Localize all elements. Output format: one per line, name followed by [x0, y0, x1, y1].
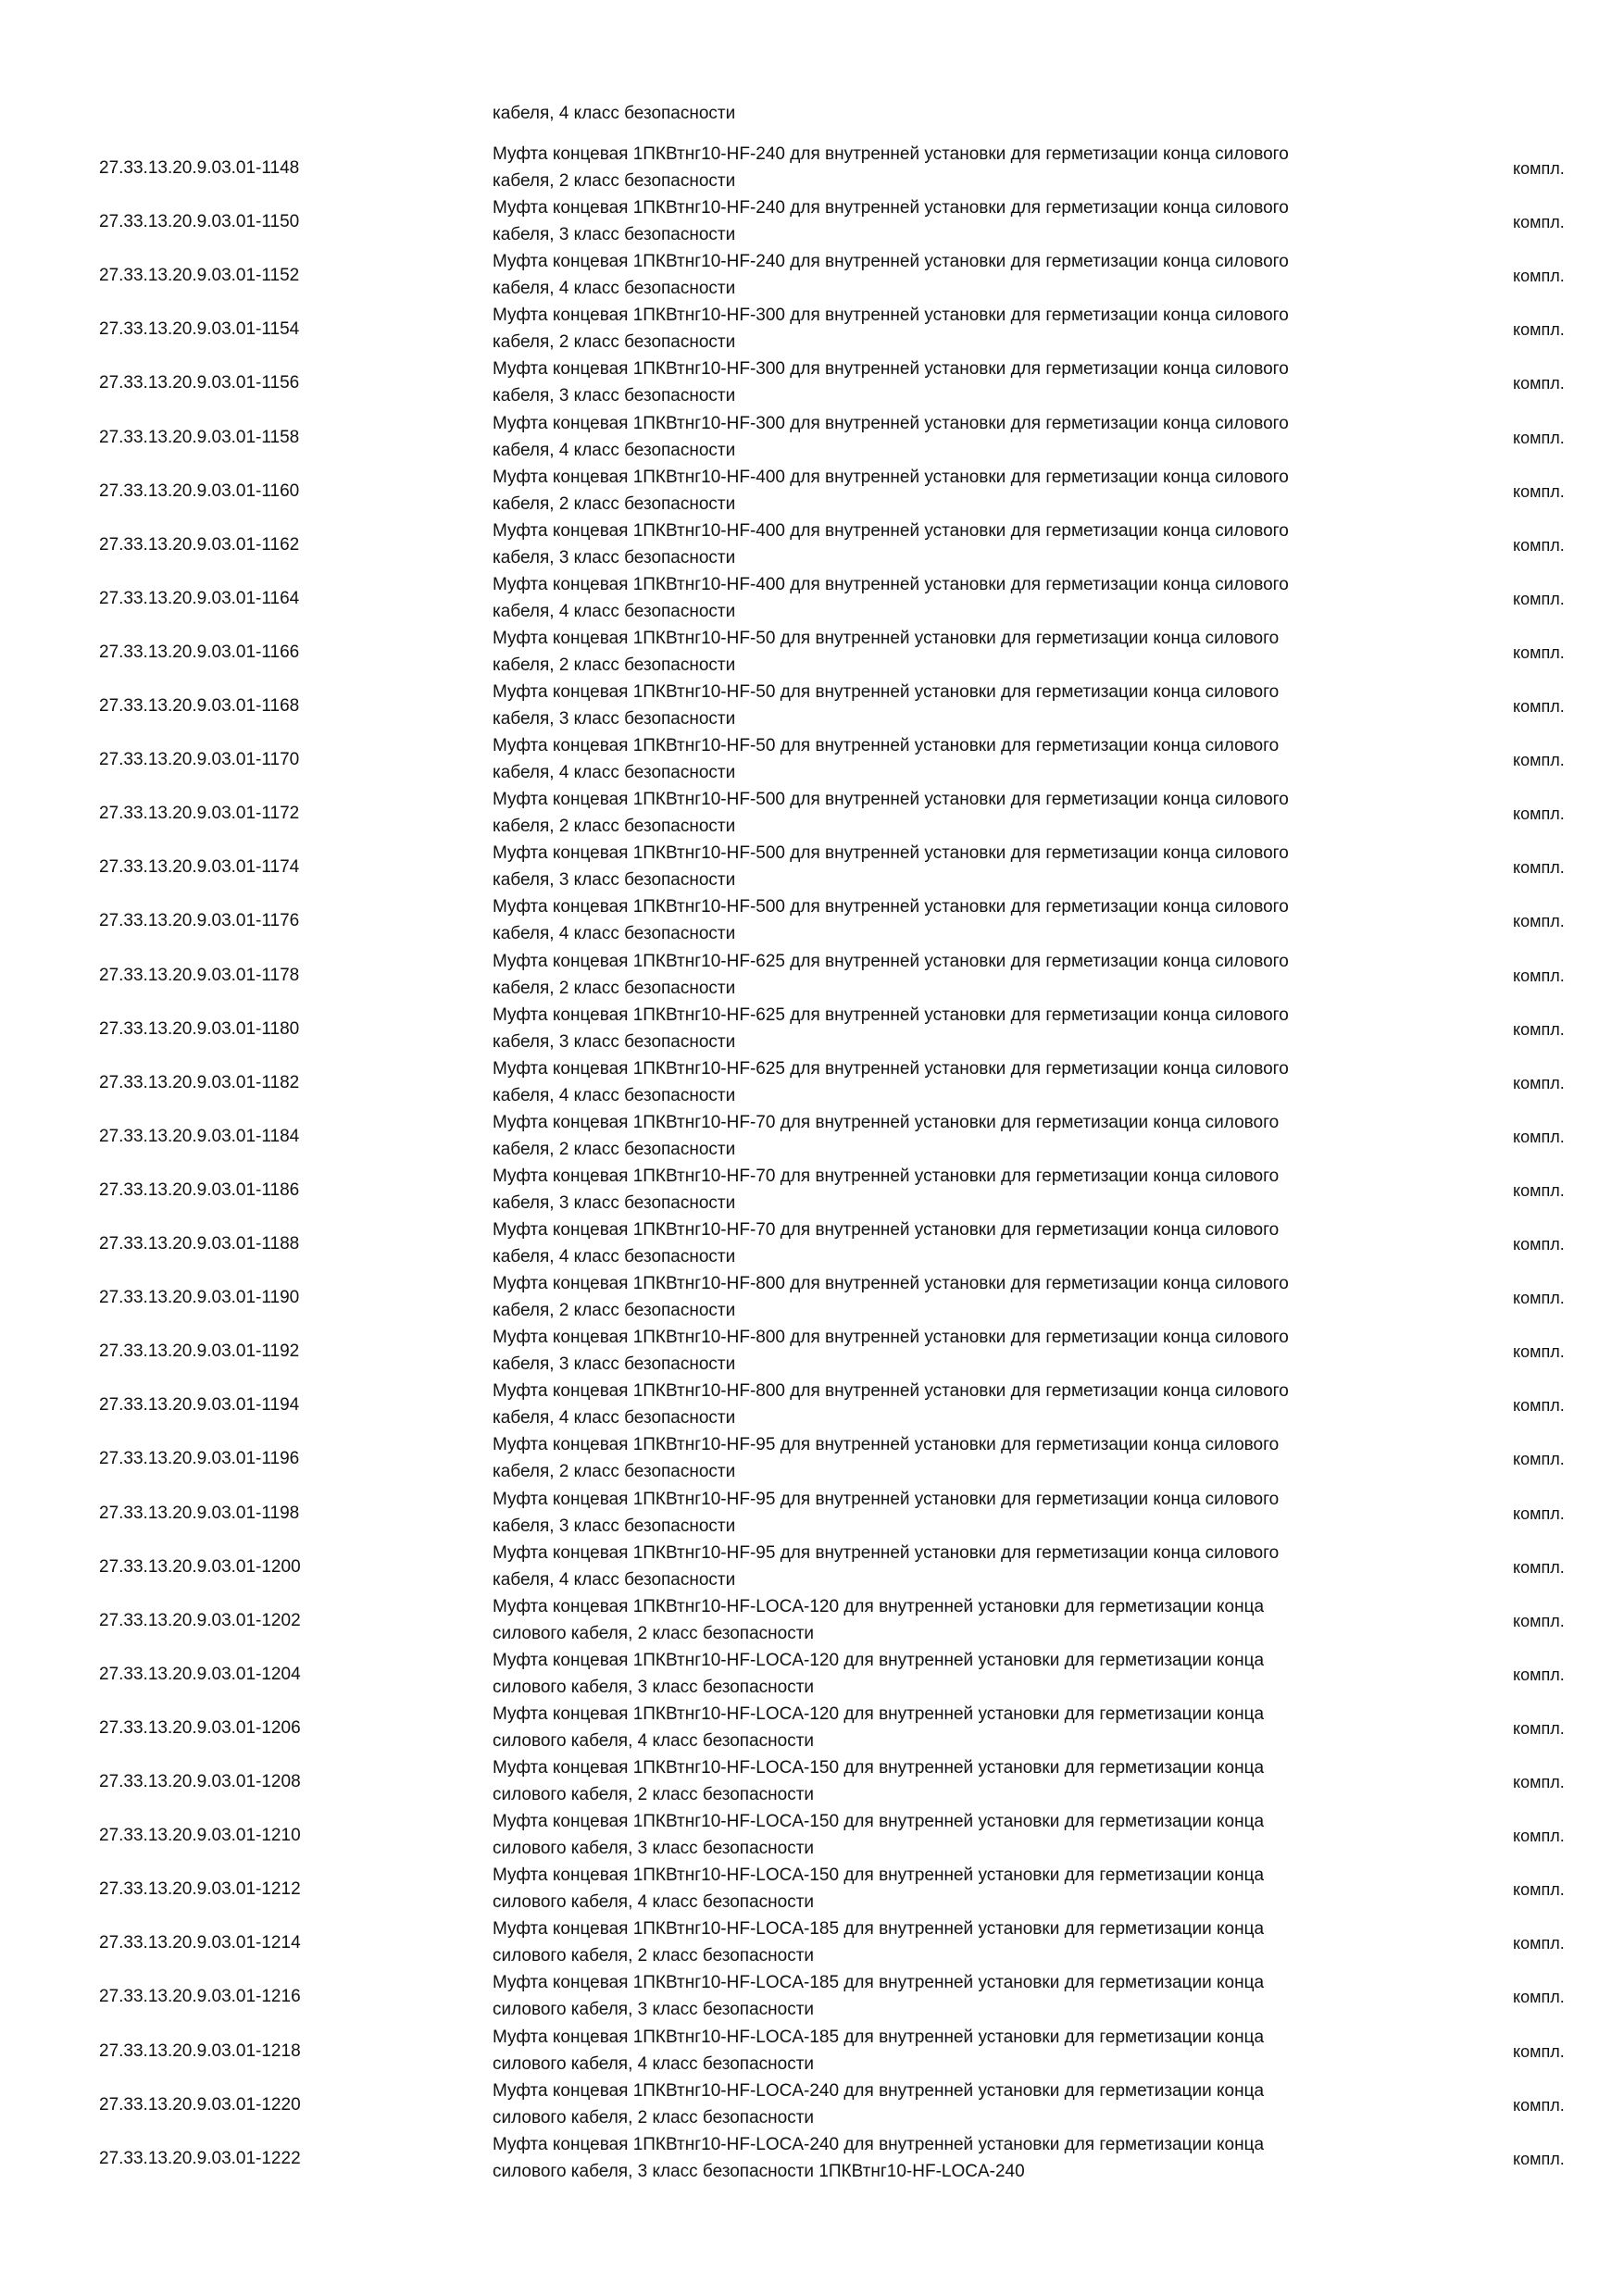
- item-code: 27.33.13.20.9.03.01-1172: [99, 804, 300, 824]
- item-description-line1: Муфта концевая 1ПКВтнг10-HF-LOCA-120 для внутренней установки для герметизации конца: [493, 1596, 1265, 1616]
- table-row: [0, 1324, 1624, 1378]
- item-description-line1: Муфта концевая 1ПКВтнг10-HF-LOCA-185 для внутренней установки для герметизации конца: [493, 2027, 1265, 2047]
- item-code: 27.33.13.20.9.03.01-1194: [99, 1395, 300, 1416]
- item-code: 27.33.13.20.9.03.01-1216: [99, 1987, 301, 2007]
- item-description-line2: кабеля, 4 класс безопасности: [493, 279, 736, 299]
- table-row: [0, 1270, 1624, 1324]
- item-description-line2: кабеля, 4 класс безопасности: [493, 1085, 736, 1105]
- item-description-line1: Муфта концевая 1ПКВтнг10-HF-LOCA-150 для внутренней установки для герметизации конца: [493, 1812, 1265, 1832]
- item-code: 27.33.13.20.9.03.01-1188: [99, 1234, 300, 1254]
- item-code: 27.33.13.20.9.03.01-1182: [99, 1072, 300, 1092]
- table-row: [0, 893, 1624, 947]
- item-description: [493, 410, 1418, 464]
- item-description: [493, 732, 1418, 786]
- table-row: [0, 786, 1624, 840]
- item-description-line2: кабеля, 2 класс безопасности: [493, 817, 736, 837]
- item-description-line2: кабеля, 2 класс безопасности: [493, 1301, 736, 1321]
- table-row: [0, 2024, 1624, 2078]
- item-description: [493, 1647, 1418, 1701]
- table-row: [0, 1754, 1624, 1808]
- item-unit: компл.: [1513, 1235, 1565, 1254]
- table-row: [0, 464, 1624, 518]
- item-unit: компл.: [1513, 966, 1565, 985]
- item-description-line1: Муфта концевая 1ПКВтнг10-HF-300 для внутренней установки для герметизации конца силового: [493, 359, 1289, 380]
- item-description-line1: Муфта концевая 1ПКВтнг10-HF-50 для внутренней установки для герметизации конца силового: [493, 682, 1280, 702]
- table-row: [0, 194, 1624, 248]
- table-row: [0, 1647, 1624, 1701]
- item-description-line1: Муфта концевая 1ПКВтнг10-HF-LOCA-185 для внутренней установки для герметизации конца: [493, 1919, 1265, 1940]
- item-code: 27.33.13.20.9.03.01-1202: [99, 1610, 301, 1630]
- item-description: [493, 1593, 1418, 1647]
- item-code: 27.33.13.20.9.03.01-1176: [99, 911, 300, 931]
- table-row: [0, 1163, 1624, 1217]
- item-description-line2: силового кабеля, 4 класс безопасности: [493, 2053, 815, 2074]
- item-description-line1: Муфта концевая 1ПКВтнг10-HF-70 для внутренней установки для герметизации конца силового: [493, 1112, 1280, 1132]
- item-description: [493, 840, 1418, 893]
- item-description: [493, 1378, 1418, 1431]
- item-code: 27.33.13.20.9.03.01-1170: [99, 750, 300, 770]
- item-description-line1: Муфта концевая 1ПКВтнг10-HF-50 для внутренней установки для герметизации конца силового: [493, 628, 1280, 648]
- item-description: [493, 571, 1418, 625]
- item-description: [493, 1969, 1418, 2023]
- item-description-line1: Муфта концевая 1ПКВтнг10-HF-625 для внутренней установки для герметизации конца силового: [493, 951, 1289, 971]
- item-description: [493, 625, 1418, 679]
- table-row: [0, 302, 1624, 356]
- item-unit: компл.: [1513, 1773, 1565, 1791]
- item-code: 27.33.13.20.9.03.01-1164: [99, 588, 300, 608]
- item-unit: компл.: [1513, 589, 1565, 608]
- item-description-line1: Муфта концевая 1ПКВтнг10-HF-95 для внутренней установки для герметизации конца силового: [493, 1435, 1280, 1455]
- item-description: [493, 1055, 1418, 1109]
- item-description-line2: кабеля, 2 класс безопасности: [493, 493, 736, 514]
- item-description: [493, 1915, 1418, 1969]
- item-unit: компл.: [1513, 697, 1565, 716]
- item-unit: компл.: [1513, 213, 1565, 232]
- item-unit: компл.: [1513, 1019, 1565, 1039]
- item-description: [493, 2131, 1418, 2185]
- item-unit: компл.: [1513, 1934, 1565, 1953]
- item-description-line2: кабеля, 4 класс безопасности: [493, 1569, 736, 1590]
- table-row: [0, 518, 1624, 571]
- table-row: [0, 679, 1624, 732]
- item-unit: компл.: [1513, 535, 1565, 555]
- item-description-line2: кабеля, 3 класс безопасности: [493, 1031, 736, 1052]
- item-description-line1: Муфта концевая 1ПКВтнг10-HF-800 для внутренней установки для герметизации конца силового: [493, 1274, 1289, 1294]
- item-unit: компл.: [1513, 2095, 1565, 2115]
- table-row: [0, 732, 1624, 786]
- item-description-line2: кабеля, 2 класс безопасности: [493, 1139, 736, 1159]
- item-description-line1: Муфта концевая 1ПКВтнг10-HF-50 для внутренней установки для герметизации конца силового: [493, 736, 1280, 756]
- item-description-line2: кабеля, 4 класс безопасности: [493, 440, 736, 460]
- item-unit: компл.: [1513, 1180, 1565, 1200]
- item-description-line1: Муфта концевая 1ПКВтнг10-HF-LOCA-120 для внутренней установки для герметизации конца: [493, 1650, 1265, 1670]
- item-description-line1: Муфта концевая 1ПКВтнг10-HF-400 для внутренней установки для герметизации конца силового: [493, 520, 1289, 541]
- item-description-line2: кабеля, 3 класс безопасности: [493, 870, 736, 891]
- table-row: [0, 1969, 1624, 2023]
- item-code: 27.33.13.20.9.03.01-1162: [99, 534, 300, 555]
- table-row: [0, 2131, 1624, 2185]
- item-description-line1: Муфта концевая 1ПКВтнг10-HF-400 для внутренней установки для герметизации конца силового: [493, 574, 1289, 594]
- item-code: 27.33.13.20.9.03.01-1154: [99, 319, 300, 340]
- item-code: 27.33.13.20.9.03.01-1158: [99, 427, 300, 447]
- item-description: [493, 1163, 1418, 1217]
- item-description-line1: Муфта концевая 1ПКВтнг10-HF-300 для внутренней установки для герметизации конца силового: [493, 306, 1289, 326]
- item-description-line1: Муфта концевая 1ПКВтнг10-HF-500 для внутренней установки для герметизации конца силового: [493, 790, 1289, 810]
- table-row: [0, 571, 1624, 625]
- table-row: [0, 141, 1624, 194]
- item-code: 27.33.13.20.9.03.01-1178: [99, 965, 300, 985]
- item-description-line2: кабеля, 3 класс безопасности: [493, 709, 736, 729]
- item-description-line2: силового кабеля, 2 класс безопасности: [493, 1946, 815, 1966]
- item-unit: компл.: [1513, 1988, 1565, 2007]
- item-description: [493, 1486, 1418, 1540]
- item-description: [493, 1431, 1418, 1485]
- item-unit: компл.: [1513, 1396, 1565, 1416]
- table-row: [0, 1808, 1624, 1862]
- item-description-line1: Муфта концевая 1ПКВтнг10-HF-800 для внутренней установки для герметизации конца силового: [493, 1381, 1289, 1402]
- item-unit: компл.: [1513, 1450, 1565, 1469]
- item-description: [493, 679, 1418, 732]
- item-unit: компл.: [1513, 1289, 1565, 1308]
- item-code: 27.33.13.20.9.03.01-1186: [99, 1179, 300, 1200]
- item-description-line2: силового кабеля, 2 класс безопасности: [493, 1623, 815, 1643]
- item-description-line1: Муфта концевая 1ПКВтнг10-HF-LOCA-120 для внутренней установки для герметизации конца: [493, 1703, 1265, 1724]
- item-description-line1: Муфта концевая 1ПКВтнг10-HF-500 для внутренней установки для герметизации конца силового: [493, 897, 1289, 917]
- item-description-line2: кабеля, 2 класс безопасности: [493, 332, 736, 353]
- item-unit: компл.: [1513, 643, 1565, 662]
- item-description-line1: Муфта концевая 1ПКВтнг10-HF-LOCA-150 для внутренней установки для герметизации конца: [493, 1866, 1265, 1886]
- item-description-line2: кабеля, 4 класс безопасности: [493, 601, 736, 621]
- table-row: [0, 1055, 1624, 1109]
- item-description: [493, 1270, 1418, 1324]
- table-row: [0, 248, 1624, 302]
- item-code: 27.33.13.20.9.03.01-1196: [99, 1449, 300, 1469]
- item-description-line2: кабеля, 4 класс безопасности: [493, 1408, 736, 1429]
- item-code: 27.33.13.20.9.03.01-1160: [99, 480, 300, 501]
- item-description: [493, 1324, 1418, 1378]
- item-unit: компл.: [1513, 1611, 1565, 1630]
- item-unit: компл.: [1513, 267, 1565, 286]
- item-description-line1: Муфта концевая 1ПКВтнг10-HF-625 для внутренней установки для герметизации конца силового: [493, 1004, 1289, 1025]
- item-description: [493, 1754, 1418, 1808]
- item-code: 27.33.13.20.9.03.01-1220: [99, 2094, 301, 2115]
- item-unit: компл.: [1513, 2041, 1565, 2061]
- item-code: 27.33.13.20.9.03.01-1210: [99, 1826, 301, 1846]
- item-description-line2: силового кабеля, 3 класс безопасности 1ПКВтнг10-HF-LOCA-240: [493, 2161, 1025, 2181]
- item-description: [493, 141, 1418, 194]
- item-description-line2: силового кабеля, 3 класс безопасности: [493, 1677, 815, 1697]
- item-unit: компл.: [1513, 1880, 1565, 1900]
- item-description: [493, 194, 1418, 248]
- table-row: [0, 1862, 1624, 1915]
- item-description-line2: кабеля, 3 класс безопасности: [493, 1354, 736, 1375]
- item-unit: компл.: [1513, 374, 1565, 393]
- item-code: 27.33.13.20.9.03.01-1152: [99, 266, 300, 286]
- item-description-line1: Муфта концевая 1ПКВтнг10-HF-625 для внутренней установки для герметизации конца силового: [493, 1058, 1289, 1079]
- item-description-line1: Муфта концевая 1ПКВтнг10-HF-240 для внутренней установки для герметизации конца силового: [493, 252, 1289, 272]
- item-description: [493, 2024, 1418, 2078]
- item-description-line2: кабеля, 3 класс безопасности: [493, 386, 736, 406]
- item-description: [493, 356, 1418, 409]
- item-description: [493, 1862, 1418, 1915]
- item-code: 27.33.13.20.9.03.01-1208: [99, 1772, 301, 1791]
- item-description-line1: Муфта концевая 1ПКВтнг10-HF-95 для внутренней установки для герметизации конца силового: [493, 1489, 1280, 1509]
- item-description: [493, 893, 1418, 947]
- table-row: [0, 840, 1624, 893]
- item-description-line2: силового кабеля, 4 класс безопасности: [493, 1892, 815, 1913]
- item-unit: компл.: [1513, 912, 1565, 931]
- item-description: [493, 248, 1418, 302]
- item-description: [493, 1109, 1418, 1163]
- table-row: [0, 948, 1624, 1002]
- item-description: [493, 1002, 1418, 1055]
- item-description-line2: кабеля, 2 класс безопасности: [493, 171, 736, 191]
- table-row: [0, 1217, 1624, 1270]
- item-unit: компл.: [1513, 751, 1565, 770]
- item-description-line2: кабеля, 2 класс безопасности: [493, 655, 736, 675]
- item-unit: компл.: [1513, 1342, 1565, 1362]
- item-description-line1: Муфта концевая 1ПКВтнг10-HF-300 для внутренней установки для герметизации конца силового: [493, 413, 1289, 433]
- item-description: [493, 1540, 1418, 1593]
- item-unit: компл.: [1513, 1073, 1565, 1092]
- item-unit: компл.: [1513, 1127, 1565, 1146]
- table-row: [0, 2078, 1624, 2131]
- item-description-line2: силового кабеля, 4 класс безопасности: [493, 1730, 815, 1751]
- table-row: [0, 1431, 1624, 1485]
- table-row: [0, 1109, 1624, 1163]
- item-description: [493, 1217, 1418, 1270]
- item-code: 27.33.13.20.9.03.01-1214: [99, 1933, 301, 1953]
- table-row: [0, 1593, 1624, 1647]
- table-row: [0, 1540, 1624, 1593]
- item-description-line1: Муфта концевая 1ПКВтнг10-HF-800 для внутренней установки для герметизации конца силового: [493, 1328, 1289, 1348]
- item-description-line2: кабеля, 3 класс безопасности: [493, 547, 736, 568]
- item-code: 27.33.13.20.9.03.01-1174: [99, 857, 300, 878]
- table-row: [0, 356, 1624, 409]
- item-description-line2: кабеля, 3 класс безопасности: [493, 1516, 736, 1536]
- item-code: 27.33.13.20.9.03.01-1148: [99, 158, 300, 178]
- item-description: [493, 948, 1418, 1002]
- item-description-line2: кабеля, 2 класс безопасности: [493, 1462, 736, 1482]
- item-code: 27.33.13.20.9.03.01-1190: [99, 1288, 300, 1308]
- item-description-line2: кабеля, 3 класс безопасности: [493, 225, 736, 245]
- item-description-line1: Муфта концевая 1ПКВтнг10-HF-LOCA-150 для внутренней установки для герметизации конца: [493, 1758, 1265, 1778]
- item-description-line2: кабеля, 3 класс безопасности: [493, 1192, 736, 1213]
- item-description-line2: кабеля, 2 класс безопасности: [493, 978, 736, 998]
- table-row: [0, 410, 1624, 464]
- item-description: [493, 1808, 1418, 1862]
- item-code: 27.33.13.20.9.03.01-1150: [99, 212, 300, 232]
- item-code: 27.33.13.20.9.03.01-1200: [99, 1556, 301, 1577]
- item-description: [493, 464, 1418, 518]
- item-unit: компл.: [1513, 2149, 1565, 2168]
- item-code: 27.33.13.20.9.03.01-1222: [99, 2148, 301, 2168]
- item-description-line2: кабеля, 4 класс безопасности: [493, 1247, 736, 1267]
- item-unit: компл.: [1513, 1504, 1565, 1523]
- item-unit: компл.: [1513, 805, 1565, 824]
- item-code: 27.33.13.20.9.03.01-1218: [99, 2040, 301, 2061]
- item-code: 27.33.13.20.9.03.01-1166: [99, 642, 300, 662]
- item-unit: компл.: [1513, 320, 1565, 340]
- item-unit: компл.: [1513, 1557, 1565, 1577]
- table-row: [0, 1701, 1624, 1754]
- item-description-line1: Муфта концевая 1ПКВтнг10-HF-95 для внутренней установки для герметизации конца силового: [493, 1542, 1280, 1563]
- item-description: [493, 302, 1418, 356]
- item-description-line1: Муфта концевая 1ПКВтнг10-HF-LOCA-240 для внутренней установки для герметизации конца: [493, 2134, 1265, 2154]
- table-row: [0, 1378, 1624, 1431]
- item-description-line2: силового кабеля, 3 класс безопасности: [493, 1839, 815, 1859]
- item-description: [493, 518, 1418, 571]
- item-code: 27.33.13.20.9.03.01-1168: [99, 696, 300, 716]
- item-description-line1: Муфта концевая 1ПКВтнг10-HF-240 для внутренней установки для герметизации конца силового: [493, 144, 1289, 164]
- item-description: [493, 2078, 1418, 2131]
- item-description-line1: Муфта концевая 1ПКВтнг10-HF-240 для внутренней установки для герметизации конца силового: [493, 198, 1289, 218]
- item-unit: компл.: [1513, 1718, 1565, 1738]
- item-code: 27.33.13.20.9.03.01-1192: [99, 1341, 300, 1362]
- item-code: 27.33.13.20.9.03.01-1198: [99, 1503, 300, 1523]
- item-description-line2: силового кабеля, 2 класс безопасности: [493, 1785, 815, 1804]
- item-description: [493, 786, 1418, 840]
- item-description: [493, 1701, 1418, 1754]
- table-row: [0, 1486, 1624, 1540]
- table-row: [0, 625, 1624, 679]
- table-row: [0, 1002, 1624, 1055]
- item-description-line1: Муфта концевая 1ПКВтнг10-HF-LOCA-240 для внутренней установки для герметизации конца: [493, 2080, 1265, 2101]
- item-description-line2: силового кабеля, 2 класс безопасности: [493, 2107, 815, 2128]
- item-unit: компл.: [1513, 481, 1565, 501]
- item-code: 27.33.13.20.9.03.01-1206: [99, 1717, 301, 1738]
- item-unit: компл.: [1513, 1827, 1565, 1846]
- item-description-line2: силового кабеля, 3 класс безопасности: [493, 2000, 815, 2020]
- item-code: 27.33.13.20.9.03.01-1184: [99, 1126, 300, 1146]
- table-row: [0, 1915, 1624, 1969]
- item-code: 27.33.13.20.9.03.01-1180: [99, 1018, 300, 1039]
- item-unit: компл.: [1513, 858, 1565, 878]
- item-unit: компл.: [1513, 428, 1565, 447]
- item-description-line2: кабеля, 4 класс безопасности: [493, 924, 736, 944]
- item-code: 27.33.13.20.9.03.01-1156: [99, 373, 300, 393]
- item-unit: компл.: [1513, 1665, 1565, 1684]
- item-code: 27.33.13.20.9.03.01-1212: [99, 1879, 301, 1900]
- item-description-line2: кабеля, 4 класс безопасности: [493, 763, 736, 783]
- item-description-line1: Муфта концевая 1ПКВтнг10-HF-400 для внутренней установки для герметизации конца силового: [493, 467, 1289, 487]
- item-description-line1: Муфта концевая 1ПКВтнг10-HF-70 для внутренней установки для герметизации конца силового: [493, 1220, 1280, 1240]
- item-code: 27.33.13.20.9.03.01-1204: [99, 1664, 301, 1684]
- item-unit: компл.: [1513, 159, 1565, 178]
- continuation-text: кабеля, 4 класс безопасности: [493, 104, 736, 123]
- item-description-line1: Муфта концевая 1ПКВтнг10-HF-LOCA-185 для внутренней установки для герметизации конца: [493, 1973, 1265, 1993]
- item-description-line1: Муфта концевая 1ПКВтнг10-HF-500 для внутренней установки для герметизации конца силового: [493, 843, 1289, 864]
- item-description-line1: Муфта концевая 1ПКВтнг10-HF-70 для внутренней установки для герметизации конца силового: [493, 1166, 1280, 1186]
